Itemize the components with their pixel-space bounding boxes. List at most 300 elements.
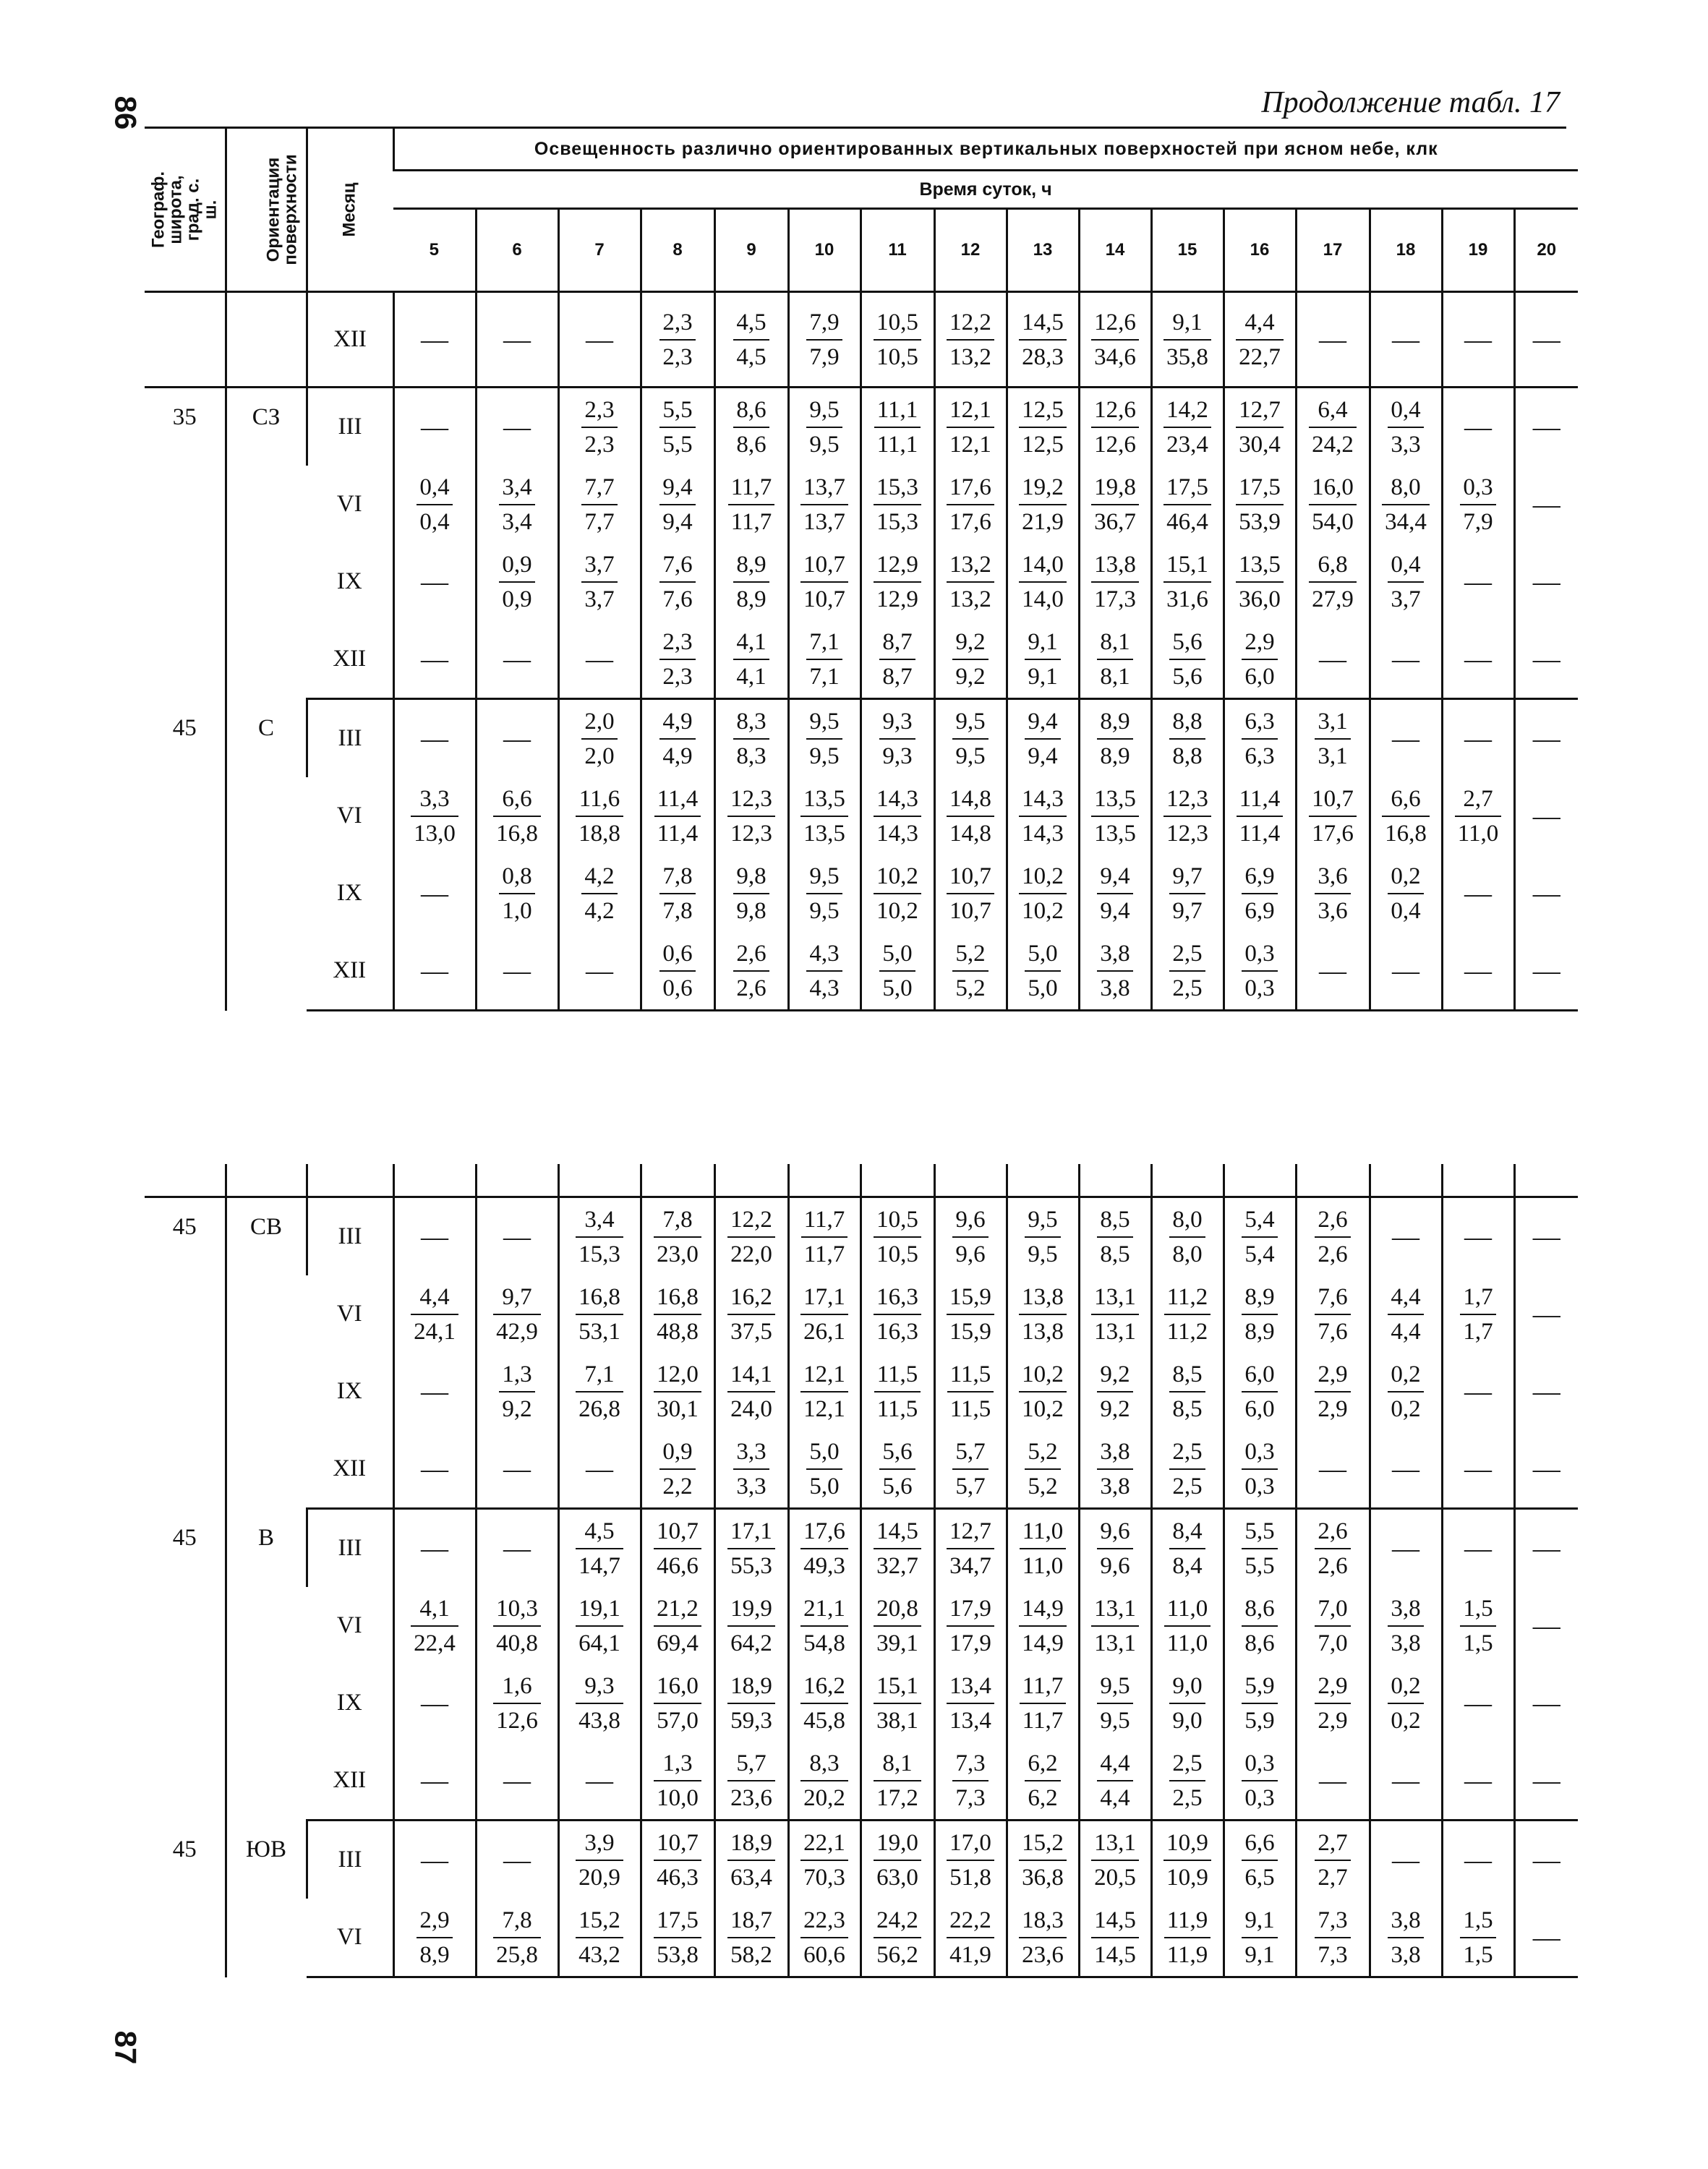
illuminance-value bbox=[499, 471, 534, 539]
data-cell bbox=[934, 1275, 1007, 1353]
illuminance-value bbox=[1164, 1280, 1211, 1348]
value-denominator: 43,2 bbox=[578, 1941, 620, 1968]
value-numerator: 6,6 bbox=[1242, 1826, 1277, 1861]
value-denominator: 5,2 bbox=[955, 975, 986, 1001]
illuminance-value bbox=[952, 1203, 988, 1271]
illuminance-value bbox=[1242, 1280, 1277, 1348]
value-numerator: 10,7 bbox=[1309, 782, 1357, 817]
value-numerator: 8,1 bbox=[874, 1747, 921, 1781]
orientation-cell: СВ bbox=[226, 1197, 307, 1509]
value-denominator: 5,5 bbox=[662, 431, 693, 458]
data-cell bbox=[558, 1899, 641, 1977]
data-cell bbox=[934, 1430, 1007, 1509]
value-numerator: 3,8 bbox=[1388, 1904, 1423, 1938]
value-numerator: 14,2 bbox=[1163, 393, 1211, 428]
value-numerator: 1,3 bbox=[499, 1358, 534, 1392]
value-denominator: 5,2 bbox=[1028, 1473, 1058, 1500]
value-denominator: 5,0 bbox=[809, 1473, 840, 1500]
data-cell bbox=[1151, 1197, 1224, 1276]
data-cell bbox=[861, 777, 934, 855]
empty-dash: — bbox=[586, 643, 613, 675]
value-numerator: 5,0 bbox=[879, 937, 915, 972]
data-cell bbox=[714, 1742, 788, 1821]
month-cell: III bbox=[307, 1509, 393, 1588]
value-numerator: 2,5 bbox=[1169, 937, 1205, 972]
data-cell bbox=[1514, 1509, 1578, 1588]
value-numerator: 12,3 bbox=[727, 782, 775, 817]
illuminance-value bbox=[1242, 1515, 1277, 1583]
illuminance-value bbox=[1242, 1826, 1277, 1894]
data-cell bbox=[1007, 1275, 1079, 1353]
value-numerator: 6,0 bbox=[1242, 1358, 1277, 1392]
month-cell: VI bbox=[336, 491, 362, 517]
value-numerator: 0,8 bbox=[499, 860, 534, 894]
data-cell bbox=[641, 699, 714, 778]
value-numerator: 11,4 bbox=[1237, 782, 1284, 817]
value-denominator: 6,0 bbox=[1244, 663, 1275, 690]
data-cell bbox=[476, 1899, 558, 1977]
illuminance-value bbox=[659, 471, 695, 539]
data-cell bbox=[558, 543, 641, 620]
value-numerator: 2,5 bbox=[1169, 1747, 1205, 1781]
data-cell bbox=[714, 1899, 788, 1977]
illuminance-value bbox=[1382, 782, 1430, 850]
value-denominator: 5,4 bbox=[1244, 1241, 1275, 1267]
illuminance-value bbox=[879, 937, 915, 1005]
data-cell bbox=[714, 543, 788, 620]
empty-dash: — bbox=[1464, 1765, 1492, 1796]
data-cell bbox=[1442, 1821, 1514, 1899]
value-denominator: 36,7 bbox=[1094, 508, 1136, 535]
value-denominator: 20,9 bbox=[578, 1864, 620, 1891]
data-cell bbox=[1007, 292, 1079, 388]
data-cell bbox=[788, 1821, 861, 1899]
table-row bbox=[145, 1275, 1578, 1353]
value-denominator: 17,3 bbox=[1094, 586, 1136, 612]
illuminance-value bbox=[659, 393, 695, 461]
illuminance-value bbox=[1025, 937, 1060, 1005]
data-cell bbox=[1442, 1587, 1514, 1664]
value-numerator: 2,7 bbox=[1455, 782, 1502, 817]
month-cell: VI bbox=[336, 1612, 362, 1638]
illuminance-value bbox=[1169, 937, 1205, 1005]
data-cell bbox=[1514, 699, 1578, 778]
data-cell bbox=[861, 1509, 934, 1588]
value-numerator: 5,0 bbox=[806, 1435, 842, 1470]
illuminance-value bbox=[659, 937, 695, 1005]
data-cell bbox=[1224, 292, 1296, 388]
month-cell: IX bbox=[336, 568, 362, 594]
data-cell bbox=[1079, 620, 1151, 699]
value-denominator: 34,7 bbox=[949, 1552, 991, 1579]
illuminance-value bbox=[417, 1904, 452, 1972]
latitude-cell: 35 bbox=[172, 404, 197, 430]
illuminance-value bbox=[952, 937, 988, 1005]
value-denominator: 12,6 bbox=[496, 1707, 538, 1734]
illuminance-value bbox=[806, 625, 842, 693]
data-cell bbox=[861, 1821, 934, 1899]
value-denominator: 11,7 bbox=[803, 1241, 845, 1267]
illuminance-value bbox=[800, 548, 848, 616]
illuminance-value bbox=[727, 1203, 775, 1271]
data-cell bbox=[393, 1353, 476, 1430]
value-denominator: 0,3 bbox=[1244, 975, 1275, 1001]
value-numerator: 22,1 bbox=[800, 1826, 848, 1861]
illuminance-value bbox=[1242, 1669, 1277, 1737]
tick-cell bbox=[1224, 1164, 1296, 1197]
value-denominator: 36,8 bbox=[1022, 1864, 1064, 1891]
data-cell bbox=[1151, 777, 1224, 855]
empty-dash: — bbox=[1532, 1376, 1560, 1407]
illuminance-value bbox=[1019, 1280, 1067, 1348]
illuminance-value bbox=[1091, 1280, 1139, 1348]
empty-dash: — bbox=[1464, 1533, 1492, 1564]
data-cell bbox=[1370, 620, 1442, 699]
illuminance-value bbox=[659, 548, 695, 616]
data-cell bbox=[1151, 543, 1224, 620]
data-cell bbox=[1296, 1353, 1370, 1430]
empty-dash: — bbox=[503, 955, 531, 986]
value-denominator: 15,9 bbox=[949, 1318, 991, 1345]
data-cell bbox=[861, 1664, 934, 1742]
tick-cell bbox=[1079, 1164, 1151, 1197]
value-numerator: 12,6 bbox=[1091, 306, 1139, 341]
value-numerator: 9,1 bbox=[1163, 306, 1211, 341]
data-cell bbox=[641, 1664, 714, 1742]
value-denominator: 14,9 bbox=[1022, 1630, 1064, 1656]
empty-dash: — bbox=[1532, 411, 1560, 442]
illuminance-value bbox=[1242, 860, 1277, 928]
illuminance-value bbox=[581, 705, 617, 773]
illuminance-value bbox=[727, 782, 775, 850]
illuminance-value bbox=[1091, 548, 1139, 616]
data-cell bbox=[934, 855, 1007, 932]
value-denominator: 11,9 bbox=[1166, 1941, 1208, 1968]
value-numerator: 18,7 bbox=[727, 1904, 775, 1938]
data-cell bbox=[861, 1430, 934, 1509]
value-numerator: 5,2 bbox=[952, 937, 988, 972]
value-numerator: 9,4 bbox=[1097, 860, 1132, 894]
illuminance-value bbox=[1163, 782, 1211, 850]
value-denominator: 59,3 bbox=[730, 1707, 772, 1734]
value-numerator: 8,7 bbox=[879, 625, 915, 660]
value-numerator: 10,7 bbox=[947, 860, 994, 894]
value-numerator: 5,6 bbox=[879, 1435, 915, 1470]
data-cell bbox=[1296, 1821, 1370, 1899]
data-cell bbox=[476, 466, 558, 543]
illuminance-value bbox=[800, 1280, 848, 1348]
value-numerator: 16,0 bbox=[654, 1669, 701, 1704]
data-cell bbox=[788, 388, 861, 466]
data-cell bbox=[1079, 1587, 1151, 1664]
data-cell bbox=[641, 543, 714, 620]
value-numerator: 9,5 bbox=[806, 705, 842, 740]
data-cell bbox=[1296, 1275, 1370, 1353]
empty-dash: — bbox=[1464, 1453, 1492, 1484]
value-denominator: 7,1 bbox=[809, 663, 840, 690]
data-cell bbox=[1370, 932, 1442, 1011]
illuminance-value bbox=[800, 1904, 848, 1972]
data-cell bbox=[1224, 1275, 1296, 1353]
value-denominator: 4,3 bbox=[809, 975, 840, 1001]
month-cell: XII bbox=[307, 1430, 393, 1509]
data-cell bbox=[1514, 777, 1578, 855]
illuminance-value bbox=[1388, 1592, 1423, 1660]
value-denominator: 2,7 bbox=[1318, 1864, 1348, 1891]
illuminance-value bbox=[499, 1358, 534, 1426]
data-cell bbox=[714, 1664, 788, 1742]
tick-cell bbox=[1370, 1164, 1442, 1197]
data-cell bbox=[1007, 1742, 1079, 1821]
data-cell bbox=[861, 699, 934, 778]
illuminance-value bbox=[581, 860, 617, 928]
value-denominator: 13,1 bbox=[1094, 1318, 1136, 1345]
data-cell bbox=[641, 932, 714, 1011]
data-cell bbox=[934, 777, 1007, 855]
value-numerator: 14,5 bbox=[874, 1515, 921, 1549]
illuminance-value bbox=[1315, 1826, 1350, 1894]
data-cell bbox=[714, 620, 788, 699]
empty-dash: — bbox=[1464, 878, 1492, 909]
value-denominator: 2,3 bbox=[584, 431, 615, 458]
illuminance-value bbox=[1163, 306, 1211, 374]
data-cell bbox=[934, 1197, 1007, 1276]
value-numerator: 11,0 bbox=[1020, 1515, 1067, 1549]
illuminance-value bbox=[1019, 471, 1067, 539]
data-cell bbox=[1007, 620, 1079, 699]
value-denominator: 60,6 bbox=[803, 1941, 845, 1968]
value-numerator: 16,0 bbox=[1309, 471, 1357, 505]
illuminance-value bbox=[952, 625, 988, 693]
illuminance-value bbox=[1091, 306, 1139, 374]
data-cell bbox=[1151, 388, 1224, 466]
data-cell bbox=[1442, 620, 1514, 699]
value-numerator: 8,9 bbox=[733, 548, 769, 583]
value-denominator: 8,8 bbox=[1172, 743, 1203, 769]
empty-dash: — bbox=[503, 324, 531, 355]
illuminance-value bbox=[1460, 471, 1495, 539]
value-numerator: 7,3 bbox=[1315, 1904, 1350, 1938]
illuminance-value bbox=[1019, 393, 1067, 461]
month-cell: VI bbox=[336, 1301, 362, 1327]
data-cell bbox=[558, 620, 641, 699]
data-cell bbox=[1370, 543, 1442, 620]
illuminance-value bbox=[727, 1280, 775, 1348]
table-row bbox=[145, 855, 1578, 932]
value-numerator: 13,5 bbox=[1091, 782, 1139, 817]
empty-dash: — bbox=[1392, 1533, 1419, 1564]
illuminance-value bbox=[874, 306, 921, 374]
data-cell bbox=[1370, 1664, 1442, 1742]
hour-header-14: 14 bbox=[1079, 209, 1151, 292]
tick-cell bbox=[558, 1164, 641, 1197]
data-cell bbox=[861, 1742, 934, 1821]
data-cell bbox=[1079, 1899, 1151, 1977]
table-row bbox=[145, 1742, 1578, 1821]
data-cell bbox=[1007, 1899, 1079, 1977]
latitude-cell bbox=[145, 292, 226, 388]
value-denominator: 5,5 bbox=[1244, 1552, 1275, 1579]
data-cell bbox=[1224, 1899, 1296, 1977]
data-cell bbox=[641, 1821, 714, 1899]
illuminance-value bbox=[654, 1358, 701, 1426]
value-numerator: 8,0 bbox=[1382, 471, 1430, 505]
value-numerator: 10,5 bbox=[874, 306, 921, 341]
illuminance-value bbox=[874, 548, 921, 616]
value-numerator: 9,3 bbox=[576, 1669, 623, 1704]
data-cell bbox=[1079, 388, 1151, 466]
data-cell bbox=[1296, 699, 1370, 778]
data-cell bbox=[1296, 1742, 1370, 1821]
data-cell bbox=[861, 1899, 934, 1977]
value-numerator: 17,0 bbox=[947, 1826, 994, 1861]
data-cell bbox=[1224, 777, 1296, 855]
illuminance-value bbox=[874, 471, 921, 539]
value-numerator: 2,6 bbox=[1315, 1515, 1350, 1549]
value-denominator: 8,1 bbox=[1100, 663, 1130, 690]
value-numerator: 12,2 bbox=[727, 1203, 775, 1238]
illuminance-value bbox=[874, 1826, 921, 1894]
data-cell bbox=[714, 1430, 788, 1509]
value-denominator: 8,9 bbox=[1100, 743, 1130, 769]
empty-dash: — bbox=[1464, 643, 1492, 675]
value-denominator: 23,6 bbox=[1022, 1941, 1064, 1968]
data-cell bbox=[1370, 1821, 1442, 1899]
illuminance-value bbox=[576, 1203, 623, 1271]
value-denominator: 3,7 bbox=[1391, 586, 1421, 612]
value-numerator: 12,7 bbox=[947, 1515, 994, 1549]
month-cell: IX bbox=[336, 1378, 362, 1404]
value-numerator: 8,6 bbox=[1242, 1592, 1277, 1627]
illuminance-value bbox=[733, 393, 769, 461]
latitude-cell: 45 bbox=[172, 714, 197, 741]
illuminance-value bbox=[874, 1203, 921, 1271]
value-numerator: 11,2 bbox=[1164, 1280, 1211, 1315]
data-cell bbox=[1079, 466, 1151, 543]
data-cell bbox=[934, 388, 1007, 466]
data-cell bbox=[861, 1275, 934, 1353]
value-numerator: 14,1 bbox=[727, 1358, 775, 1392]
data-cell bbox=[1151, 1509, 1224, 1588]
illuminance-value bbox=[1169, 705, 1205, 773]
data-cell bbox=[1442, 1275, 1514, 1353]
data-cell bbox=[788, 1197, 861, 1276]
value-numerator: 18,9 bbox=[727, 1669, 775, 1704]
value-numerator: 8,9 bbox=[1242, 1280, 1277, 1315]
empty-dash: — bbox=[421, 566, 448, 597]
value-numerator: 0,2 bbox=[1388, 1669, 1423, 1704]
illuminance-value bbox=[800, 1747, 848, 1815]
illuminance-value bbox=[874, 1747, 921, 1815]
empty-dash: — bbox=[421, 411, 448, 442]
data-cell bbox=[1442, 1899, 1514, 1977]
empty-dash: — bbox=[1532, 324, 1560, 355]
value-denominator: 30,1 bbox=[657, 1395, 699, 1422]
value-denominator: 46,3 bbox=[657, 1864, 699, 1891]
data-cell bbox=[1370, 1742, 1442, 1821]
value-denominator: 34,6 bbox=[1094, 343, 1136, 370]
value-denominator: 24,2 bbox=[1312, 431, 1354, 458]
illuminance-value bbox=[733, 1435, 769, 1503]
data-cell bbox=[861, 932, 934, 1011]
illuminance-value bbox=[1164, 1904, 1211, 1972]
illuminance-value bbox=[581, 471, 617, 539]
value-numerator: 5,7 bbox=[727, 1747, 775, 1781]
illuminance-value bbox=[1460, 1592, 1495, 1660]
value-numerator: 5,5 bbox=[1242, 1515, 1277, 1549]
value-denominator: 41,9 bbox=[949, 1941, 991, 1968]
value-numerator: 9,3 bbox=[879, 705, 915, 740]
data-cell bbox=[1079, 1821, 1151, 1899]
value-numerator: 0,2 bbox=[1388, 860, 1423, 894]
value-denominator: 14,3 bbox=[876, 820, 918, 847]
value-numerator: 4,9 bbox=[659, 705, 695, 740]
data-cell bbox=[934, 1509, 1007, 1588]
data-cell bbox=[861, 855, 934, 932]
value-denominator: 31,6 bbox=[1166, 586, 1208, 612]
month-cell: IX bbox=[336, 1690, 362, 1716]
value-numerator: 1,5 bbox=[1460, 1592, 1495, 1627]
illuminance-value bbox=[1236, 393, 1284, 461]
value-numerator: 8,5 bbox=[1097, 1203, 1132, 1238]
data-cell bbox=[1007, 932, 1079, 1011]
value-numerator: 7,8 bbox=[493, 1904, 541, 1938]
illuminance-value bbox=[1237, 782, 1284, 850]
data-cell bbox=[1151, 932, 1224, 1011]
illuminance-value bbox=[499, 548, 534, 616]
value-denominator: 21,9 bbox=[1022, 508, 1064, 535]
empty-dash: — bbox=[503, 1533, 531, 1564]
data-cell bbox=[788, 777, 861, 855]
illuminance-value bbox=[947, 1826, 994, 1894]
value-numerator: 9,5 bbox=[806, 393, 842, 428]
empty-dash: — bbox=[1532, 1922, 1560, 1953]
illuminance-value bbox=[952, 705, 988, 773]
illuminance-value bbox=[1169, 625, 1205, 693]
value-denominator: 9,2 bbox=[955, 663, 986, 690]
value-denominator: 8,7 bbox=[882, 663, 913, 690]
value-denominator: 46,6 bbox=[657, 1552, 699, 1579]
data-cell bbox=[1514, 1899, 1578, 1977]
data-cell bbox=[558, 466, 641, 543]
month-cell: III bbox=[307, 699, 393, 778]
month-cell: VI bbox=[307, 1899, 393, 1977]
value-denominator: 23,4 bbox=[1166, 431, 1208, 458]
value-numerator: 7,1 bbox=[806, 625, 842, 660]
empty-dash: — bbox=[1464, 324, 1492, 355]
value-denominator: 9,7 bbox=[1172, 897, 1203, 924]
value-denominator: 64,1 bbox=[578, 1630, 620, 1656]
empty-dash: — bbox=[421, 1687, 448, 1719]
value-denominator: 17,6 bbox=[949, 508, 991, 535]
illuminance-value bbox=[1025, 1203, 1060, 1271]
value-numerator: 10,3 bbox=[493, 1592, 541, 1627]
data-cell bbox=[1514, 543, 1578, 620]
value-numerator: 16,8 bbox=[654, 1280, 701, 1315]
illuminance-value bbox=[1019, 306, 1067, 374]
value-numerator: 20,8 bbox=[874, 1592, 921, 1627]
illuminance-value bbox=[947, 1669, 994, 1737]
data-cell bbox=[788, 699, 861, 778]
month-cell: XII bbox=[307, 932, 393, 1011]
illuminance-table-top bbox=[145, 129, 1578, 1011]
value-denominator: 1,5 bbox=[1463, 1630, 1493, 1656]
data-cell bbox=[558, 1509, 641, 1588]
illuminance-value bbox=[1020, 1515, 1067, 1583]
data-cell bbox=[861, 388, 934, 466]
data-cell bbox=[641, 1197, 714, 1276]
illuminance-value bbox=[800, 1515, 848, 1583]
